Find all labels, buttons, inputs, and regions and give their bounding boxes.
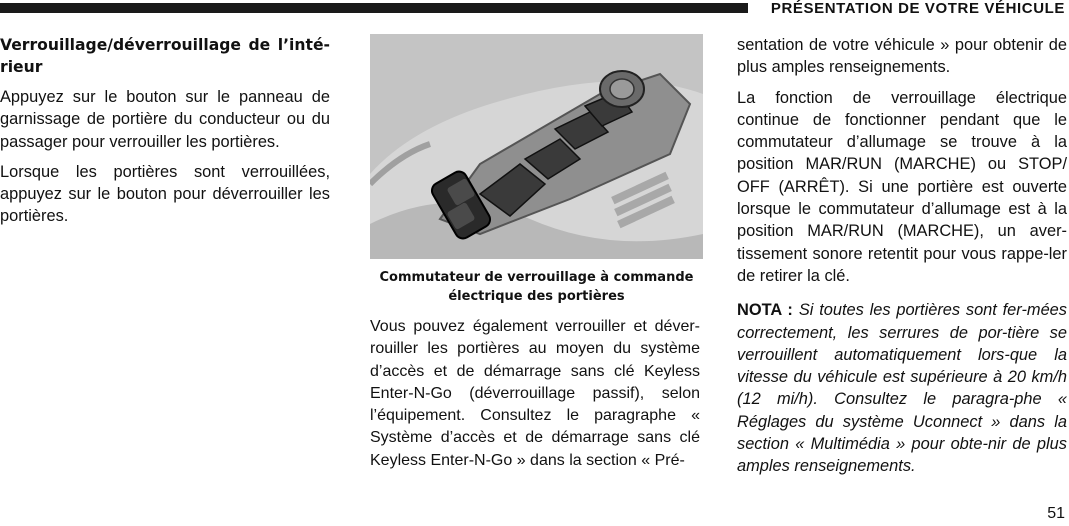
door-lock-switch-photo <box>370 34 703 259</box>
page-header-title: PRÉSENTATION DE VOTRE VÉHICULE <box>770 0 1065 17</box>
mirror-control-knob <box>600 71 644 107</box>
header-rule <box>0 3 748 13</box>
nota-label: NOTA : <box>737 301 793 320</box>
paragraph-keyless: Vous pouvez également verrouiller et déver-rouiller les portières au moyen du système d’accès et de démarrage sans clé Keyless Enter-N-Go (déverrouillage passif), selon l’équipement. Consultez le paragraphe « Système d’accès et de démarrage sans clé Keyless Enter-N-Go » dans la section « Pré- <box>370 318 700 469</box>
paragraph-power-lock: La fonction de verrouillage électrique continue de fonctionner pendant que le commutateur d’allumage se trouve à la position MAR/RUN (MARCHE) ou STOP/ OFF (ARRÊT). Si une portière est ouverte lorsque le commutateur d’allumage est à la position MAR/RUN (MARCHE), un aver-tissement sonore retentit pour vous rappe-ler de retirer la clé. <box>737 88 1067 285</box>
page-number: 51 <box>1047 505 1065 522</box>
section-heading: Verrouillage/déverrouillage de l’inté-rieur <box>0 36 330 76</box>
paragraph-2: Lorsque les portières sont verrouillées, appuyez sur le bouton pour déverrouiller les portières. <box>0 162 330 226</box>
nota-text: Si toutes les portières sont fer-mées correctement, les serrures de por-tière se verrouillent automatiquement lors-que la vitesse du véhicule est supérieure à 20 km/h (12 mi/h). Consultez le paragra-phe « Réglages du système Uconnect » dans la section « Multimédia » pour obte-nir de plus amples renseignements. <box>737 301 1067 476</box>
door-panel-illustration <box>370 34 703 259</box>
figure-caption: Commutateur de verrouillage à commande électrique des portières <box>379 270 694 304</box>
nota-note <box>737 299 1067 477</box>
column-right <box>737 34 1067 486</box>
paragraph-continued: sentation de votre véhicule » pour obtenir de plus amples renseignements. <box>737 36 1067 77</box>
column-middle <box>370 316 700 480</box>
paragraph-1: Appuyez sur le bouton sur le panneau de garnissage de portière du conducteur ou du passager pour verrouiller les portières. <box>0 88 330 151</box>
column-left <box>0 34 330 236</box>
